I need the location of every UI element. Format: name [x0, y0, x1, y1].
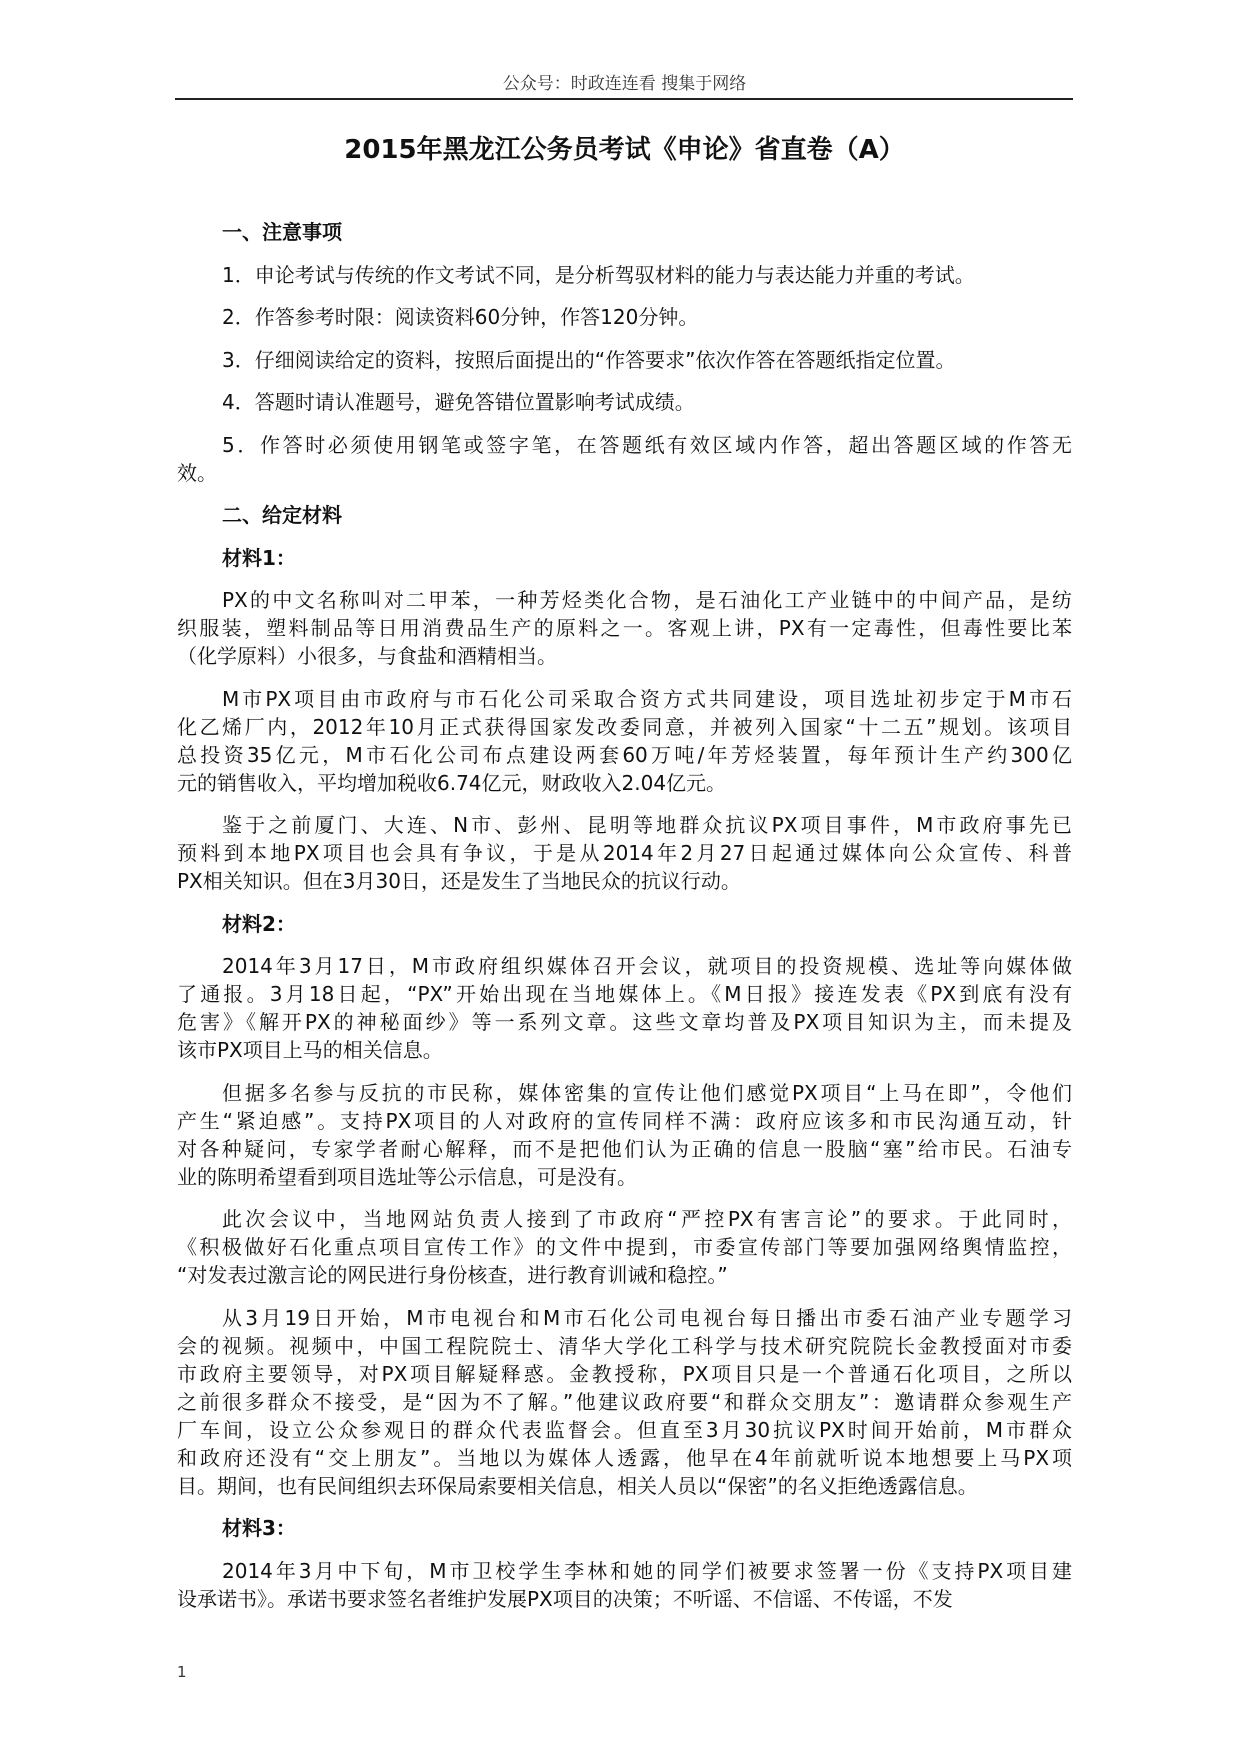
paragraph [177, 1304, 1072, 1500]
page-number: 1 [177, 1663, 187, 1681]
text-line: 材料3： [222, 1516, 296, 1540]
paragraph [177, 346, 1072, 374]
document-body [177, 218, 1072, 1627]
text-line: 材料1： [222, 545, 296, 570]
text-line: 此次会议中，当地网站负责人接到了市政府“严控PX有害言论”的要求。于此同时， [222, 1207, 1072, 1231]
paragraph [177, 1079, 1072, 1191]
text-line: 目。期间，也有民间组织去环保局索要相关信息，相关人员以“保密”的名义拒绝透露信息。 [177, 1473, 978, 1498]
section-heading [177, 218, 1072, 246]
header-rule [175, 98, 1073, 100]
paragraph [177, 1557, 1072, 1613]
text-line: 化乙烯厂内，2012年10月正式获得国家发改委同意，并被列入国家“十二五”规划。该项目 [177, 714, 1072, 739]
paragraph [177, 388, 1072, 416]
text-line: 一、注意事项 [222, 220, 342, 244]
text-line: 之前很多群众不接受，是“因为不了解。”他建议政府要“和群众交朋友”：邀请群众参观生产 [177, 1389, 1072, 1414]
paragraph [177, 811, 1072, 895]
text-line: 2014年3月17日，M市政府组织媒体召开会议，就项目的投资规模、选址等向媒体做 [222, 954, 1072, 978]
text-line: 危害》《解开PX的神秘面纱》等一系列文章。这些文章均普及PX项目知识为主，而未提及 [177, 1010, 1072, 1034]
text-line: 材料2： [222, 911, 296, 936]
text-line: 业的陈明希望看到项目选址等公示信息，可是没有。 [177, 1164, 637, 1189]
text-line: 1．申论考试与传统的作文考试不同，是分析驾驭材料的能力与表达能力并重的考试。 [222, 262, 975, 287]
text-line: 鉴于之前厦门、大连、N市、彭州、昆明等地群众抗议PX项目事件，M市政府事先已 [222, 813, 1072, 837]
text-line: 4．答题时请认准题号，避免答错位置影响考试成绩。 [222, 390, 695, 414]
text-line: 了通报。3月18日起，“PX”开始出现在当地媒体上。《M日报》接连发表《PX到底有没有 [177, 982, 1072, 1006]
section-heading [177, 1514, 1072, 1542]
paragraph [177, 431, 1072, 487]
text-line: 预料到本地PX项目也会具有争议，于是从2014年2月27日起通过媒体向公众宣传、科普 [177, 841, 1072, 865]
paragraph [177, 586, 1072, 670]
section-heading [177, 544, 1072, 572]
text-line: 总投资35亿元，M市石化公司布点建设两套60万吨/年芳烃装置，每年预计生产约300亿 [177, 742, 1072, 767]
text-line: 2．作答参考时限：阅读资料60分钟，作答120分钟。 [222, 305, 699, 329]
text-line: 会的视频。视频中，中国工程院院士、清华大学化工科学与技术研究院院长金教授面对市委 [177, 1333, 1072, 1358]
text-line: 2014年3月中下旬，M市卫校学生李林和她的同学们被要求签署一份《支持PX项目建 [222, 1558, 1072, 1583]
paragraph [177, 685, 1072, 797]
text-line: “对发表过激言论的网民进行身份核查，进行教育训诫和稳控。” [177, 1263, 728, 1287]
text-line: 设承诺书》。承诺书要求签名者维护发展PX项目的决策；不听谣、不信谣、不传谣，不发 [177, 1586, 953, 1611]
text-line: 产生“紧迫感”。支持PX项目的人对政府的宣传同样不满：政府应该多和市民沟通互动，针 [177, 1108, 1072, 1133]
text-line: 对各种疑问，专家学者耐心解释，而不是把他们认为正确的信息一股脑“塞”给市民。石油专 [177, 1136, 1072, 1161]
text-line: 3．仔细阅读给定的资料，按照后面提出的“作答要求”依次作答在答题纸指定位置。 [222, 347, 956, 372]
text-line: 5．作答时必须使用钢笔或签字笔，在答题纸有效区域内作答，超出答题区域的作答无 [222, 432, 1072, 457]
paragraph [177, 1205, 1072, 1289]
text-line: PX相关知识。但在3月30日，还是发生了当地民众的抗议行动。 [177, 869, 741, 893]
paragraph [177, 952, 1072, 1064]
section-heading [177, 501, 1072, 529]
text-line: 市政府主要领导，对PX项目解疑释惑。金教授称，PX项目只是一个普通石化项目，之所以 [177, 1361, 1072, 1386]
document-title: 2015年黑龙江公务员考试《申论》省直卷（A） [344, 135, 905, 165]
paragraph [177, 303, 1072, 331]
text-line: 厂车间，设立公众参观日的群众代表监督会。但直至3月30抗议PX时间开始前，M市群众 [177, 1417, 1072, 1442]
text-line: 但据多名参与反抗的市民称，媒体密集的宣传让他们感觉PX项目“上马在即”，令他们 [222, 1080, 1072, 1105]
text-line: 《积极做好石化重点项目宣传工作》的文件中提到，市委宣传部门等要加强网络舆情监控， [177, 1235, 1072, 1259]
paragraph [177, 261, 1072, 289]
text-line: 从3月19日开始，M市电视台和M市石化公司电视台每日播出市委石油产业专题学习 [222, 1305, 1072, 1330]
text-line: M市PX项目由市政府与市石化公司采取合资方式共同建设，项目选址初步定于M市石 [222, 686, 1072, 711]
text-line: 织服装，塑料制品等日用消费品生产的原料之一。客观上讲，PX有一定毒性，但毒性要比苯 [177, 616, 1072, 640]
page-header: 公众号：时政连连看 搜集于网络 [502, 74, 747, 94]
text-line: （化学原料）小很多，与食盐和酒精相当。 [177, 644, 557, 668]
text-line: 和政府还没有“交上朋友”。当地以为媒体人透露，他早在4年前就听说本地想要上马PX项 [177, 1445, 1072, 1470]
text-line: 二、给定材料 [222, 503, 342, 527]
text-line: 该市PX项目上马的相关信息。 [177, 1038, 443, 1062]
text-line: PX的中文名称叫对二甲苯，一种芳烃类化合物，是石油化工产业链中的中间产品，是纺 [222, 588, 1072, 612]
section-heading [177, 910, 1072, 938]
text-line: 效。 [177, 460, 217, 485]
text-line: 元的销售收入，平均增加税收6.74亿元，财政收入2.04亿元。 [177, 770, 727, 795]
